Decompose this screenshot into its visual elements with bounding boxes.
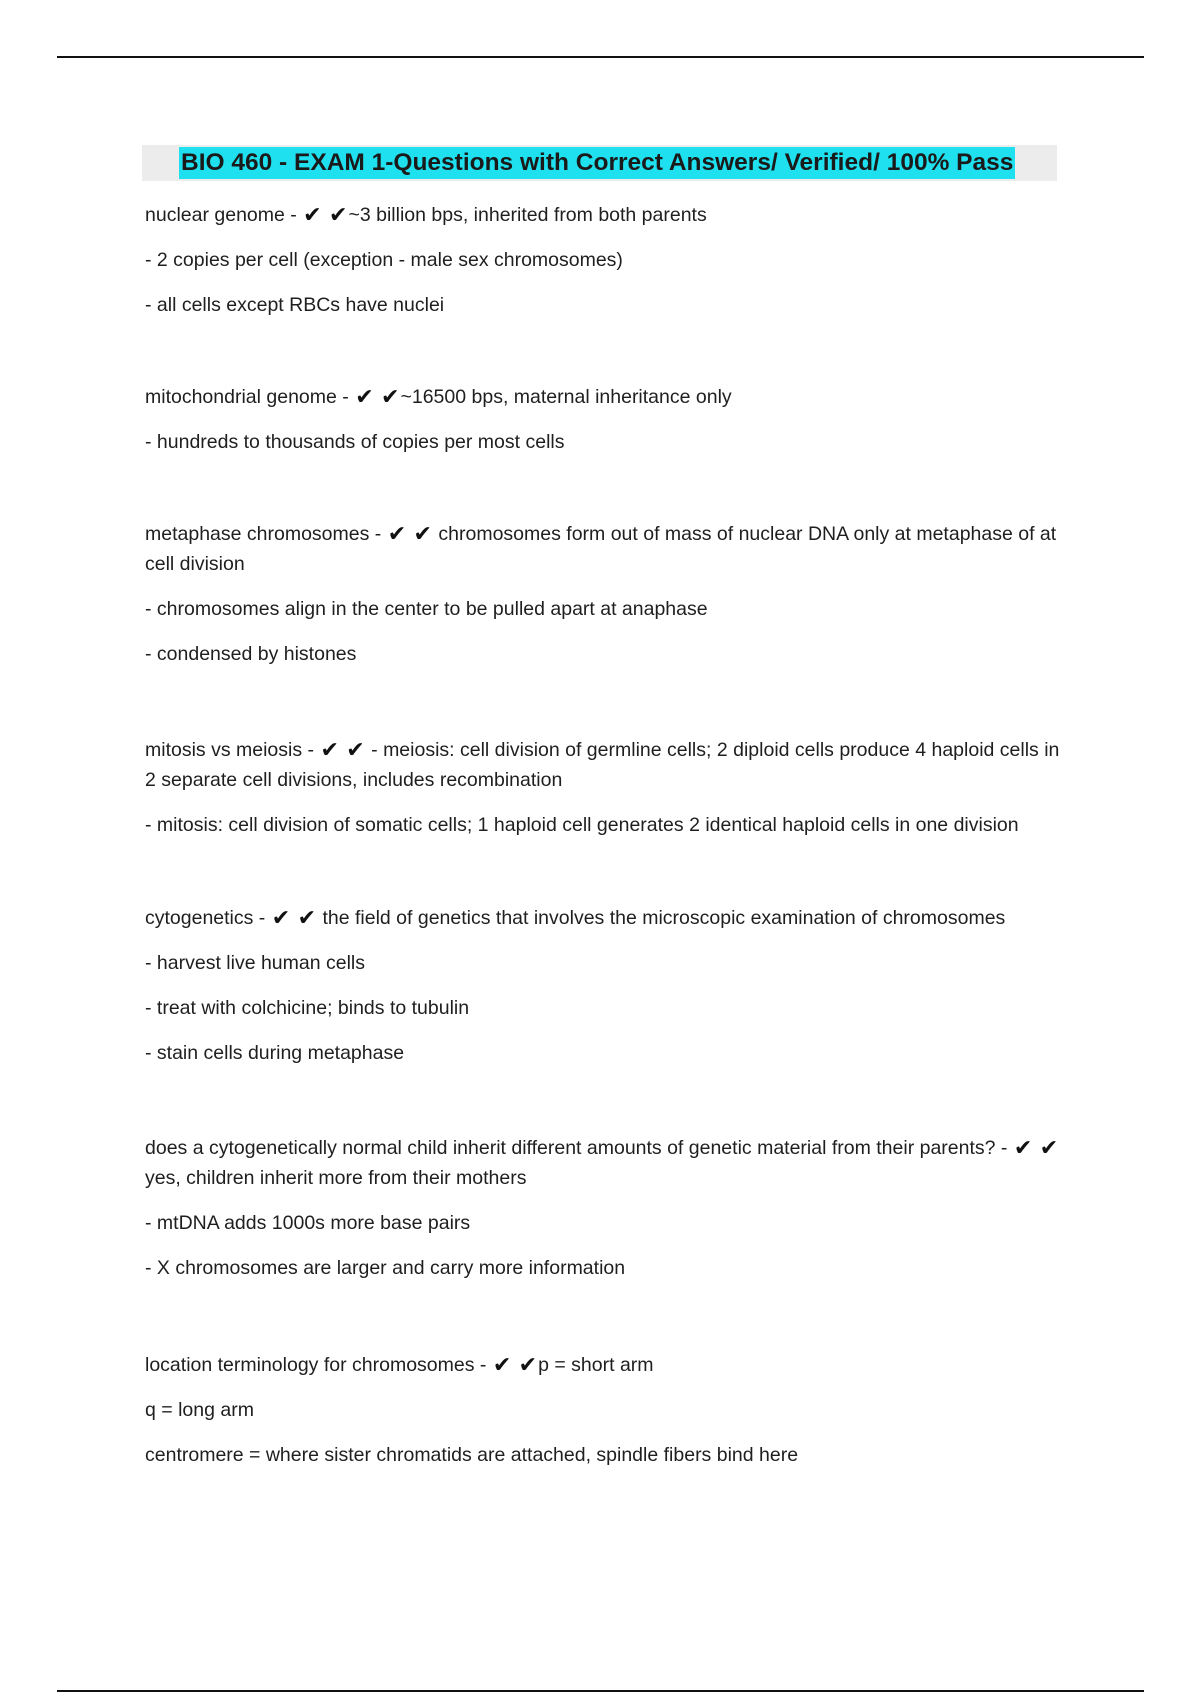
question-line	[145, 1133, 1065, 1193]
answer-text: ~3 billion bps, inherited from both parents	[348, 204, 707, 226]
qa-list	[145, 200, 1065, 1485]
checkmark-icon: ✔	[271, 906, 291, 931]
question-line	[145, 382, 1065, 412]
checkmark-icon: ✔	[387, 522, 407, 547]
question-line	[145, 1350, 1065, 1380]
checkmark-icon: ✔	[320, 738, 339, 763]
question-term: mitochondrial genome -	[145, 386, 355, 408]
document-title: BIO 460 - EXAM 1-Questions with Correct Answers/ Verified/ 100% Pass	[179, 147, 1015, 179]
answer-detail: q = long arm	[145, 1399, 254, 1421]
checkmark-icon: ✔	[355, 385, 374, 410]
answer-detail: - X chromosomes are larger and carry more information	[145, 1257, 626, 1279]
answer-text: yes, children inherit more from their mothers	[145, 1167, 527, 1189]
checkmark-icon: ✔	[297, 906, 317, 931]
checkmark-icon: ✔	[346, 738, 365, 763]
checkmark-icon: ✔	[518, 1353, 538, 1378]
question-line	[145, 735, 1065, 795]
answer-text: - meiosis: cell division of germline cells; 2 diploid cells produce 4 haploid cells in 2 separate cell divisions, includes recombination	[145, 739, 1060, 791]
answer-text: the field of genetics that involves the microscopic examination of chromosomes	[322, 907, 1006, 929]
bottom-rule	[57, 1690, 1144, 1692]
qa-entry-metaphase-chromosomes	[145, 519, 1065, 669]
answer-detail: - harvest live human cells	[145, 952, 366, 974]
checkmark-icon: ✔	[303, 203, 322, 228]
answer-detail: - treat with colchicine; binds to tubulin	[145, 997, 470, 1019]
answer-text: chromosomes form out of mass of nuclear DNA only at metaphase of at cell division	[145, 523, 1057, 575]
answer-detail: centromere = where sister chromatids are attached, spindle fibers bind here	[145, 1444, 799, 1466]
answer-detail: - condensed by histones	[145, 643, 357, 665]
question-line	[145, 200, 1065, 230]
question-term: metaphase chromosomes -	[145, 523, 387, 545]
question-term: location terminology for chromosomes -	[145, 1354, 492, 1376]
qa-entry-inheritance-amounts	[145, 1133, 1065, 1283]
checkmark-icon: ✔	[329, 203, 348, 228]
qa-entry-location-terminology	[145, 1350, 1065, 1470]
answer-text: ~16500 bps, maternal inheritance only	[400, 386, 732, 408]
answer-detail: - hundreds to thousands of copies per most cells	[145, 431, 565, 453]
qa-entry-cytogenetics	[145, 903, 1065, 1068]
top-rule	[57, 56, 1144, 58]
question-line	[145, 903, 1065, 933]
question-term: cytogenetics -	[145, 907, 271, 929]
question-term: mitosis vs meiosis -	[145, 739, 320, 761]
checkmark-icon: ✔	[1039, 1136, 1059, 1161]
answer-detail: - 2 copies per cell (exception - male sex chromosomes)	[145, 249, 623, 271]
qa-entry-mitosis-vs-meiosis	[145, 735, 1065, 840]
question-term: nuclear genome -	[145, 204, 303, 226]
answer-detail: - chromosomes align in the center to be pulled apart at anaphase	[145, 598, 708, 620]
checkmark-icon: ✔	[413, 522, 432, 547]
answer-text: p = short arm	[538, 1354, 654, 1376]
answer-detail: - stain cells during metaphase	[145, 1042, 405, 1064]
question-term: does a cytogenetically normal child inherit different amounts of genetic material from their parents? -	[145, 1137, 1013, 1159]
answer-detail: - mtDNA adds 1000s more base pairs	[145, 1212, 471, 1234]
checkmark-icon: ✔	[381, 385, 400, 410]
qa-entry-mitochondrial-genome	[145, 382, 1065, 457]
qa-entry-nuclear-genome	[145, 200, 1065, 320]
answer-detail: - all cells except RBCs have nuclei	[145, 294, 445, 316]
answer-detail: - mitosis: cell division of somatic cells; 1 haploid cell generates 2 identical haploid cells in one division	[145, 814, 1019, 836]
checkmark-icon: ✔	[492, 1353, 512, 1378]
question-line	[145, 519, 1065, 579]
checkmark-icon: ✔	[1013, 1136, 1033, 1161]
